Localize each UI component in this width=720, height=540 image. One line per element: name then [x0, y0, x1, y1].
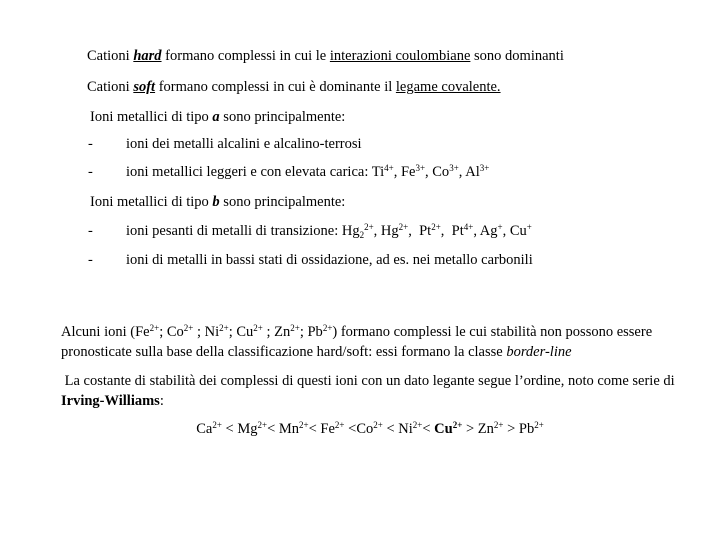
separator: , [393, 164, 401, 180]
element: Pb [518, 421, 535, 437]
ion-list [135, 324, 332, 340]
separator: , [473, 223, 480, 239]
charge: 2+ [373, 420, 383, 430]
ion [274, 324, 300, 340]
ion [372, 164, 394, 180]
ion [167, 324, 194, 340]
ion [452, 223, 474, 239]
ion [196, 421, 222, 437]
element: Co [166, 324, 184, 340]
element: Co [356, 421, 374, 437]
bullet-dash: - [88, 136, 93, 152]
ion [279, 421, 309, 437]
charge: 2+ [183, 323, 194, 333]
ion [432, 164, 459, 180]
element: Hg [341, 223, 360, 239]
charge: 2+ [212, 420, 222, 430]
charge: 2+ [290, 323, 300, 333]
text: formano complessi in cui è dominante il [155, 79, 396, 95]
charge: 2+ [364, 222, 374, 232]
element: Zn [477, 421, 494, 437]
ion [465, 164, 489, 180]
separator: < [267, 421, 279, 437]
element: Zn [274, 324, 291, 340]
text: Alcuni ioni ( [61, 324, 136, 340]
charge: 4+ [463, 222, 474, 232]
element: Ni [398, 421, 413, 437]
charge: 2+ [257, 420, 268, 430]
borderline-paragraph [61, 322, 711, 362]
element: Pb [307, 324, 323, 340]
element: Ag [479, 223, 498, 239]
separator: ; [262, 324, 275, 340]
ion [510, 223, 532, 239]
charge: 2+ [398, 222, 409, 232]
ion [434, 421, 462, 437]
separator: < [382, 421, 399, 437]
element: Ti [371, 164, 385, 180]
ion [478, 421, 504, 437]
ion [519, 421, 544, 437]
charge: 2+ [493, 420, 504, 430]
text: formano complessi in cui le [161, 48, 330, 64]
ion-hg2 [342, 223, 374, 239]
element: Cu [509, 223, 527, 239]
ion [398, 421, 422, 437]
element: Ca [196, 421, 213, 437]
separator: ; [193, 324, 205, 340]
text: Ioni metallici di tipo [90, 194, 213, 210]
separator: , [502, 223, 510, 239]
separator: , [440, 223, 452, 239]
ion [419, 223, 441, 239]
charge: 2+ [253, 323, 263, 333]
ion [381, 223, 408, 239]
separator: > [462, 421, 478, 437]
bullet-dash: - [88, 252, 93, 268]
element: Cu [434, 421, 453, 437]
text: Ioni metallici di tipo [90, 109, 213, 125]
ion [135, 324, 159, 340]
ion [307, 324, 332, 340]
charge: 2+ [322, 323, 333, 333]
link-covalent-bond[interactable]: legame covalente. [395, 79, 501, 95]
charge: 3+ [449, 163, 459, 173]
link-coulomb-interactions[interactable]: interazioni coulombiane [329, 48, 471, 64]
keyword-b: b [212, 194, 220, 210]
keyword-hard: hard [133, 48, 162, 64]
text: Cationi [87, 48, 134, 64]
text: ioni pesanti di metalli di transizione: [126, 223, 342, 239]
charge: 2+ [299, 420, 309, 430]
irving-williams-paragraph [61, 371, 711, 411]
element: Pt [419, 223, 432, 239]
separator: < [422, 421, 435, 437]
type-a-item-2 [126, 163, 489, 181]
charge: 2+ [534, 420, 544, 430]
separator: > [503, 421, 519, 437]
separator: , [408, 223, 420, 239]
type-b-intro [90, 193, 345, 211]
ion [401, 164, 425, 180]
keyword-a: a [212, 109, 220, 125]
separator: ; [159, 324, 167, 340]
text: ioni metallici leggeri e con elevata carica: [126, 164, 372, 180]
ion [237, 421, 267, 437]
text: La costante di stabilità dei complessi di questi ioni con un dato legante segue l’ordine, noto come serie di [64, 373, 675, 389]
element: Pt [451, 223, 464, 239]
element: Ni [204, 324, 220, 340]
charge: 3+ [479, 163, 490, 173]
text: : [159, 393, 164, 409]
separator: < [221, 421, 238, 437]
type-a-item-1: ioni dei metalli alcalini e alcalino-terrosi [126, 136, 362, 152]
text: ) formano complessi le cui stabilità non possono essere pronosticate sulla base della classificazione hard/soft: essi formano la classe [61, 324, 653, 360]
ion [356, 421, 383, 437]
ion-list [381, 223, 532, 239]
ion [205, 324, 229, 340]
charge: + [526, 222, 532, 232]
soft-cations-line [87, 78, 501, 96]
element: Mg [237, 421, 258, 437]
separator: , [425, 164, 433, 180]
element: Fe [320, 421, 335, 437]
separator: ; [228, 324, 237, 340]
type-a-intro [90, 108, 345, 126]
element: Mn [278, 421, 300, 437]
charge: 2+ [412, 420, 423, 430]
hard-cations-line [87, 47, 564, 65]
ion [236, 324, 263, 340]
type-b-item-1: ioni pesanti di metalli di transizione: $Hg_2^{2+}$, $Hg^{2+}$, $Pt^{2+}$, $Pt^{4+}$, Ag+, Cu+ [126, 222, 532, 240]
irving-williams-series [0, 420, 720, 438]
charge: 2+ [334, 420, 345, 430]
charge: 2+ [149, 323, 160, 333]
ion [480, 223, 503, 239]
element: Fe [135, 324, 150, 340]
element: Cu [236, 324, 254, 340]
charge: 3+ [415, 163, 426, 173]
subscript: 2 [359, 230, 365, 240]
type-b-item-2: ioni di metalli in bassi stati di ossidazione, ad es. nei metallo carbonili [126, 252, 533, 268]
separator: < [344, 421, 357, 437]
separator: < [308, 421, 321, 437]
charge: 4+ [384, 163, 394, 173]
series-line [196, 421, 544, 437]
separator: ; [299, 324, 308, 340]
ion [320, 421, 344, 437]
separator: , [458, 164, 466, 180]
element: Al [465, 164, 480, 180]
keyword-soft: soft [133, 79, 156, 95]
text: sono principalmente: [219, 109, 346, 125]
bullet-dash: - [88, 223, 93, 239]
border-line-term: border-line [506, 344, 572, 360]
text: sono principalmente: [219, 194, 346, 210]
irving-williams-term: Irving-Williams [61, 393, 160, 409]
text: Cationi [87, 79, 134, 95]
charge: + [497, 222, 503, 232]
charge: 2+ [452, 420, 463, 430]
text: sono dominanti [470, 48, 564, 64]
element: Hg [380, 223, 399, 239]
ion-list [372, 164, 490, 180]
bullet-dash: - [88, 164, 93, 180]
charge: 2+ [219, 323, 229, 333]
element: Co [432, 164, 450, 180]
charge: 2+ [431, 222, 441, 232]
element: Fe [400, 164, 416, 180]
